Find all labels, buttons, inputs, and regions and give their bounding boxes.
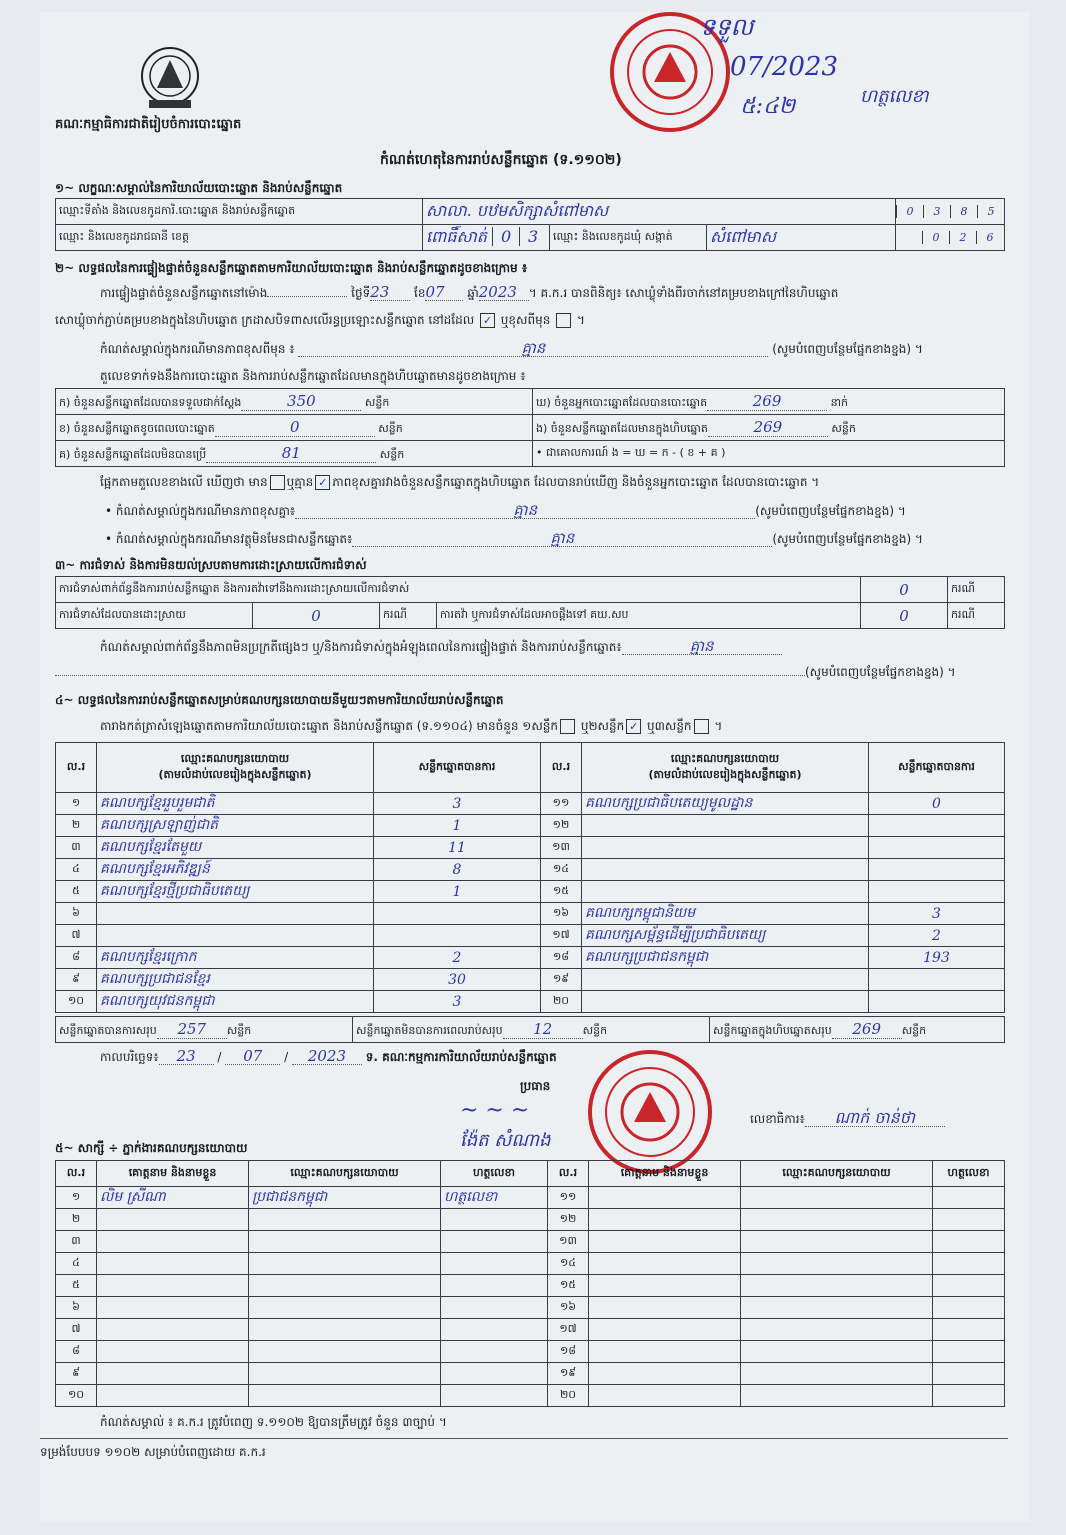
witness-name [97, 1231, 249, 1253]
row-number: ១៩ [541, 969, 582, 991]
table-row [56, 837, 1005, 859]
witness-empty-cell [741, 1231, 933, 1253]
bottom-rule [40, 1438, 1008, 1439]
station-label: ឈ្មោះទីតាំង និងលេខកូដការិ.បោះឆ្នោត និងរាប់សន្លឹកឆ្នោត [56, 199, 423, 225]
form-page [40, 12, 1030, 1522]
row-number: ៨ [56, 947, 97, 969]
witness-party [249, 1253, 441, 1275]
table-row [56, 815, 1005, 837]
witness-empty-cell [589, 1363, 741, 1385]
table-row [56, 1341, 1005, 1363]
party-name: គណបក្សខ្មែរតែមួយ [97, 837, 374, 859]
row-number: ៧ [56, 925, 97, 947]
difference-note2: • កំណត់សម្គាល់ក្នុងករណីមានភាពខុសគ្នា៖ គ្មាន (សូមបំពេញបន្ថែមផ្នែកខាងខ្នង) ។ [105, 501, 906, 519]
witness-party [249, 1385, 441, 1407]
objections-table: ការជំទាស់ពាក់ព័ន្ធនឹងការរាប់សន្លឹកឆ្នោត និងការតវ៉ាទៅនឹងការដោះស្រាយលើការជំទាស់ 0 ករណី ការជំទាស់ដែលបានដោះស្រាយ 0 ករណី ការតវ៉ា ឬការជំទាស់ដែលអាចផ្ដឹងទៅ គឃ.សប 0 ករណី [55, 576, 1005, 629]
party-name: គណបក្សប្រជាធិបតេយ្យមូលដ្ឋាន [582, 793, 869, 815]
witness-party [249, 1363, 441, 1385]
witness-party [249, 1231, 441, 1253]
table-row [56, 1275, 1005, 1297]
witness-empty-cell [741, 1341, 933, 1363]
row-number: ១៦ [541, 903, 582, 925]
witness-no: ២០ [548, 1385, 589, 1407]
witness-empty-cell [933, 1187, 1005, 1209]
witness-party [249, 1209, 441, 1231]
checkbox-has-diff[interactable] [270, 475, 285, 490]
chair-name: ង៉ែត សំណាង [460, 1130, 551, 1151]
difference-note: កំណត់សម្គាល់ក្នុងករណីមានភាពខុសពីមុន ៖ គ្មាន (សូមបំពេញបន្ថែមផ្នែកខាងខ្នង) ។ [100, 339, 923, 357]
party-name: គណបក្សយុវជនកម្ពុជា [97, 991, 374, 1013]
table-row [56, 1209, 1005, 1231]
witness-no: ១៣ [548, 1231, 589, 1253]
witness-name [97, 1253, 249, 1275]
table-row [56, 859, 1005, 881]
witness-empty-cell [589, 1209, 741, 1231]
chair-signature: ~ ~ ~ [460, 1098, 530, 1123]
witness-sign [441, 1385, 548, 1407]
received-time: ៥:៤២ [740, 94, 796, 119]
witness-no: ៨ [56, 1341, 97, 1363]
witness-empty-cell [933, 1385, 1005, 1407]
appeal-label: ការតវ៉ា ឬការជំទាស់ដែលអាចផ្ដឹងទៅ គឃ.សប [437, 603, 861, 629]
witness-table: ល.រ គោត្តនាម និងនាមខ្លួន ឈ្មោះគណបក្សនយោបាយ ហត្ថលេខា ល.រ គោត្តនាម និងនាមខ្លួន ឈ្មោះគណបក្សនយោបាយ ហត្ថលេខា ១ លិម ស្រីណា ប្រជាជនកម្ពុជា ហត្ថលេខា ១១ ២ ១២ ៣ ១៣ ៤ ១៤ ៥ ១៥ ៦ ១៦ ៧ ១៧ ៨ ១៨ ៩ ១៩ ១០ ២០ [55, 1160, 1005, 1407]
party-results-table: ល.រ ឈ្មោះគណបក្សនយោបាយ (តាមលំដាប់លេខរៀងក្នុងសន្លឹកឆ្នោត) សន្លឹកឆ្នោតបានការ ល.រ ឈ្មោះគណបក្សនយោបាយ (តាមលំដាប់លេខរៀងក្នុងសន្លឹកឆ្នោត) សន្លឹកឆ្នោតបានការ ១ គណបក្សខ្មែររួបរួមជាតិ 3 ១១ គណបក្សប្រជាធិបតេយ្យមូលដ្ឋាន 0 ២ គណបក្សស្រឡាញ់ជាតិ 1 ១២ ៣ គណបក្សខ្មែរតែមួយ 11 ១៣ ៤ គណបក្សខ្មែរអភិវឌ្ឍន៍ 8 ១៤ ៥ គណបក្សខ្មែរថ្មីប្រជាធិបតេយ្យ 1 ១៥ ៦ ១៦ គណបក្សកម្ពុជានិយម 3 ៧ ១៧ គណបក្សសម្ព័ន្ធដើម្បីប្រជាធិបតេយ្យ 2 ៨ គណបក្សខ្មែរក្រោក 2 ១៨ គណបក្សប្រជាជនកម្ពុជា 193 ៩ គណបក្សប្រជាជនខ្មែរ 30 ១៩ ១០ គណបក្សយុវជនកម្ពុជា 3 ២០ [55, 742, 1005, 1013]
party-name [97, 925, 374, 947]
witness-sign: ហត្ថលេខា [441, 1187, 548, 1209]
official-stamp-committee [588, 1050, 712, 1174]
province-label: ឈ្មោះ និងលេខកូដរាជធានី ខេត្ត [56, 225, 423, 251]
witness-name [97, 1209, 249, 1231]
station-code: 0 3 8 5 [896, 199, 1005, 225]
witness-empty-cell [933, 1231, 1005, 1253]
witness-empty-cell [933, 1319, 1005, 1341]
witness-empty-cell [589, 1253, 741, 1275]
org-name: គណៈកម្មាធិការជាតិរៀបចំការបោះឆ្នោត [55, 117, 242, 132]
party-votes: 3 [869, 903, 1005, 925]
party-votes: 193 [869, 947, 1005, 969]
row-number: ១១ [541, 793, 582, 815]
section5-title: ៥~ សាក្សី ÷ ភ្នាក់ងារគណបក្សនយោបាយ [55, 1141, 248, 1155]
party-votes: 3 [374, 793, 541, 815]
party-name: គណបក្សប្រជាជនកម្ពុជា [582, 947, 869, 969]
witness-empty-cell [741, 1363, 933, 1385]
objection-count: 0 [861, 577, 948, 603]
received-note: ទទួល [700, 13, 754, 41]
party-name: គណបក្សប្រជាជនខ្មែរ [97, 969, 374, 991]
party-votes: 30 [374, 969, 541, 991]
footnote: កំណត់សម្គាល់ ៖ គ.ក.រ ត្រូវបំពេញ ទ.១១០២ ឱ្យបានត្រឹមត្រូវ ចំនួន ៣ច្បាប់ ។ [100, 1415, 447, 1429]
total-valid: សន្លឹកឆ្នោតបានការសរុប 257 សន្លឹក [56, 1017, 353, 1043]
witness-party: ប្រជាជនកម្ពុជា [249, 1187, 441, 1209]
witness-sign [441, 1319, 548, 1341]
party-votes [374, 903, 541, 925]
commune-name: សំពៅមាស [707, 225, 896, 251]
witness-no: ២ [56, 1209, 97, 1231]
party-name: គណបក្សខ្មែរអភិវឌ្ឍន៍ [97, 859, 374, 881]
party-votes [869, 881, 1005, 903]
table-row [56, 1253, 1005, 1275]
witness-no: ១៧ [548, 1319, 589, 1341]
row-number: ៤ [56, 859, 97, 881]
section1-table [55, 198, 1005, 251]
verification-line2: សោឃ្លុំចាក់ភ្ជាប់គម្របខាងក្នុងនៃហិបឆ្នោត ក្រដាសបិទពាសលើរន្ធប្រឡោះសន្លឹកឆ្នោត នៅដដែល ✓ ឬខុសពីមុន ។ [55, 313, 585, 327]
objection-unit: ករណី [948, 577, 1005, 603]
row-number: ២០ [541, 991, 582, 1013]
party-name: គណបក្សខ្មែរក្រោក [97, 947, 374, 969]
witness-name [97, 1363, 249, 1385]
counts-table [55, 388, 1005, 467]
witness-no: ១២ [548, 1209, 589, 1231]
party-name: គណបក្សសម្ព័ន្ធដើម្បីប្រជាធិបតេយ្យ [582, 925, 869, 947]
witness-empty-cell [933, 1253, 1005, 1275]
table-row [56, 1231, 1005, 1253]
table-row [56, 793, 1005, 815]
received-date: 07/2023 [730, 52, 839, 82]
witness-empty-cell [741, 1385, 933, 1407]
bottom-note: ទម្រង់បែបបទ ១១០២ សម្រាប់បំពេញដោយ គ.ក.រ [40, 1445, 266, 1459]
witness-sign [441, 1209, 548, 1231]
party-votes: 2 [869, 925, 1005, 947]
count-c: គ) ចំនួនសន្លឹកឆ្នោតដែលមិនបានប្រើ 81 សន្លឹក [56, 441, 533, 467]
party-name: គណបក្សកម្ពុជានិយម [582, 903, 869, 925]
party-votes: 11 [374, 837, 541, 859]
witness-empty-cell [741, 1319, 933, 1341]
witness-empty-cell [589, 1275, 741, 1297]
witness-no: ១៨ [548, 1341, 589, 1363]
party-votes: 8 [374, 859, 541, 881]
section3-title: ៣~ ការជំទាស់ និងការមិនយល់ស្របតាមការដោះស្រាយលើការជំទាស់ [55, 558, 367, 572]
witness-party [249, 1319, 441, 1341]
witness-party [249, 1297, 441, 1319]
witness-empty-cell [741, 1253, 933, 1275]
secretary: លេខាធិការ៖ ណាក់ ចាន់ថា [750, 1110, 945, 1127]
total-in-box: សន្លឹកឆ្នោតក្នុងហិបឆ្នោតសរុប 269 សន្លឹក [710, 1017, 1005, 1043]
witness-sign [441, 1341, 548, 1363]
witness-sign [441, 1275, 548, 1297]
witness-no: ១ [56, 1187, 97, 1209]
party-votes [869, 859, 1005, 881]
witness-no: ៤ [56, 1253, 97, 1275]
row-number: ២ [56, 815, 97, 837]
row-number: ៩ [56, 969, 97, 991]
table-row [56, 1385, 1005, 1407]
witness-no: ៥ [56, 1275, 97, 1297]
party-name: គណបក្សខ្មែររួបរួមជាតិ [97, 793, 374, 815]
witness-empty-cell [933, 1297, 1005, 1319]
total-invalid: សន្លឹកឆ្នោតមិនបានការពេលរាប់សរុប 12 សន្លឹក [353, 1017, 710, 1043]
party-name [582, 859, 869, 881]
witness-no: ៣ [56, 1231, 97, 1253]
non-ballot-note: • កំណត់សម្គាល់ក្នុងករណីមានវត្ថុមិនមែនជាសន្លឹកឆ្នោត៖ គ្មាន (សូមបំពេញបន្ថែមផ្នែកខាងខ្នង) ។ [105, 529, 923, 547]
checkbox-one-sheet[interactable] [560, 719, 575, 734]
witness-name [97, 1275, 249, 1297]
witness-sign [441, 1231, 548, 1253]
party-name [582, 881, 869, 903]
witness-name [97, 1385, 249, 1407]
witness-no: ១១ [548, 1187, 589, 1209]
witness-sign [441, 1363, 548, 1385]
difference-line: ផ្អែកតាមតួលេខខាងលើ ឃើញថា មាន ឬគ្មាន ✓ ភាពខុសគ្នារវាងចំនួនសន្លឹកឆ្នោតក្នុងហិបឆ្នោត ដែលបានរាប់ឃើញ និងចំនួនអ្នកបោះឆ្នោត ដែលបានបោះឆ្នោត ។ [100, 475, 820, 489]
witness-empty-cell [589, 1319, 741, 1341]
checkbox-two-sheets[interactable]: ✓ [626, 719, 641, 734]
chair-label: ប្រធាន [520, 1079, 551, 1093]
witness-empty-cell [589, 1187, 741, 1209]
checkbox-same[interactable]: ✓ [480, 313, 495, 328]
checkbox-different[interactable] [556, 313, 571, 328]
received-signature: ហត្ថលេខា [860, 86, 929, 107]
row-number: ១៣ [541, 837, 582, 859]
verification-line1: ការផ្ទៀងផ្ទាត់ចំនួនសន្លឹកឆ្នោតនៅម៉ោង ថ្ងៃទី23 ខែ07 ឆ្នាំ2023 ។ គ.ក.រ បានពិនិត្យ៖ សោឃ្លុំទាំងពីរចាក់នៅគម្របខាងក្រៅនៃហិបឆ្នោត [100, 283, 839, 301]
objection-row1: ការជំទាស់ពាក់ព័ន្ធនឹងការរាប់សន្លឹកឆ្នោត និងការតវ៉ាទៅនឹងការដោះស្រាយលើការជំទាស់ [56, 577, 861, 603]
party-name [582, 969, 869, 991]
party-votes: 0 [869, 793, 1005, 815]
witness-empty-cell [741, 1275, 933, 1297]
count-e: ង) ចំនួនសន្លឹកឆ្នោតដែលមានក្នុងហិបឆ្នោត 269 សន្លឹក [533, 415, 1005, 441]
witness-empty-cell [589, 1385, 741, 1407]
table-row [56, 1363, 1005, 1385]
witness-no: ១៩ [548, 1363, 589, 1385]
resolved-count: 0 [253, 603, 380, 629]
table-row [56, 1319, 1005, 1341]
table-row [56, 1187, 1005, 1209]
party-name: គណបក្សខ្មែរថ្មីប្រជាធិបតេយ្យ [97, 881, 374, 903]
witness-empty-cell [589, 1341, 741, 1363]
emblem-logo [135, 42, 205, 114]
witness-no: ៧ [56, 1319, 97, 1341]
party-votes [869, 837, 1005, 859]
count-b: ខ) ចំនួនសន្លឹកឆ្នោតខូចពេលបោះឆ្នោត 0 សន្លឹក [56, 415, 533, 441]
section1-title: ១~ លក្ខណៈសម្គាល់នៃការិយាល័យបោះឆ្នោត និងរាប់សន្លឹកឆ្នោត [55, 181, 343, 195]
row-number: ១៤ [541, 859, 582, 881]
party-votes: 3 [374, 991, 541, 1013]
witness-empty-cell [741, 1297, 933, 1319]
party-votes: 2 [374, 947, 541, 969]
row-number: ១៧ [541, 925, 582, 947]
resolved-label: ការជំទាស់ដែលបានដោះស្រាយ [56, 603, 253, 629]
party-votes [869, 991, 1005, 1013]
witness-no: ១៤ [548, 1253, 589, 1275]
table-row [56, 947, 1005, 969]
row-number: ៣ [56, 837, 97, 859]
witness-name [97, 1319, 249, 1341]
province-name: ពោធិ៍សាត់ 0 3 [423, 225, 550, 251]
form-title: កំណត់ហេតុនៃការរាប់សន្លឹកឆ្នោត (ទ.១១០២) [380, 152, 622, 168]
witness-empty-cell [741, 1209, 933, 1231]
row-number: ១ [56, 793, 97, 815]
row-number: ១៥ [541, 881, 582, 903]
section2-title: ២~ លទ្ធផលនៃការផ្ទៀងផ្ទាត់ចំនួនសន្លឹកឆ្នោតតាមការិយាល័យបោះឆ្នោត និងរាប់សន្លឹកឆ្នោតដូចខាងក្រោម ៖ [55, 261, 528, 275]
witness-name: លិម ស្រីណា [97, 1187, 249, 1209]
row-number: ១០ [56, 991, 97, 1013]
party-votes [374, 925, 541, 947]
party-votes: 1 [374, 815, 541, 837]
witness-no: ៩ [56, 1363, 97, 1385]
witness-empty-cell [933, 1209, 1005, 1231]
party-name [97, 903, 374, 925]
station-name: សាលា. បឋមសិក្សាសំពៅមាស [423, 199, 896, 225]
party-name [582, 815, 869, 837]
table-row [56, 881, 1005, 903]
commune-label: ឈ្មោះ និងលេខកូដឃុំ សង្កាត់ [550, 225, 707, 251]
table-row [56, 925, 1005, 947]
party-votes [869, 815, 1005, 837]
table-row [56, 903, 1005, 925]
witness-empty-cell [933, 1275, 1005, 1297]
witness-empty-cell [933, 1341, 1005, 1363]
party-votes: 1 [374, 881, 541, 903]
row-number: ១៨ [541, 947, 582, 969]
witness-empty-cell [589, 1297, 741, 1319]
checkbox-no-diff[interactable]: ✓ [315, 475, 330, 490]
witness-sign [441, 1253, 548, 1275]
witness-name [97, 1297, 249, 1319]
table-row [56, 1297, 1005, 1319]
counts-intro: តួលេខទាក់ទងនឹងការបោះឆ្នោត និងការរាប់សន្លឹកឆ្នោតដែលមានក្នុងហិបឆ្នោតមានដូចខាងក្រោម ៖ [100, 369, 526, 383]
party-votes [869, 969, 1005, 991]
count-formula: • ជាគោលការណ៍ ង = ឃ = ក - ( ខ + គ ) [533, 441, 1005, 467]
witness-no: ១០ [56, 1385, 97, 1407]
witness-sign [441, 1297, 548, 1319]
witness-no: ១៦ [548, 1297, 589, 1319]
appeal-count: 0 [861, 603, 948, 629]
count-d: ឃ) ចំនួនអ្នកបោះឆ្នោតដែលបានបោះឆ្នោត 269 នាក់ [533, 389, 1005, 415]
witness-empty-cell [589, 1231, 741, 1253]
commune-code: 0 2 6 [896, 225, 1005, 251]
table-row [56, 991, 1005, 1013]
party-name [582, 991, 869, 1013]
witness-no: ៦ [56, 1297, 97, 1319]
irregularity-hint: (សូមបំពេញបន្ថែមផ្នែកខាងខ្នង) ។ [55, 664, 956, 680]
table-row [56, 969, 1005, 991]
witness-name [97, 1341, 249, 1363]
checkbox-three-sheets[interactable] [694, 719, 709, 734]
irregularity-note: កំណត់សម្គាល់ពាក់ព័ន្ធនឹងភាពមិនប្រក្រតីផ្សេងៗ ឬ/និងការជំទាស់ក្នុងអំឡុងពេលនៃការផ្ទៀងផ្ទាត់ និងការរាប់សន្លឹកឆ្នោត៖ គ្មាន [100, 638, 782, 655]
witness-empty-cell [933, 1363, 1005, 1385]
witness-no: ១៥ [548, 1275, 589, 1297]
signing-date: កាលបរិច្ឆេទ៖ 23 / 07 / 2023 ទ. គណៈកម្មការការិយាល័យរាប់សន្លឹកឆ្នោត [100, 1047, 557, 1065]
witness-party [249, 1275, 441, 1297]
tally-sheet-count: តារាងកត់ត្រាសំឡេងឆ្នោតតាមការិយាល័យបោះឆ្នោត និងរាប់សន្លឹកឆ្នោត (ទ.១១០៤) មានចំនួន ១សន្លឹក ឬ២សន្លឹក ✓ ឬ៣សន្លឹក ។ [100, 719, 723, 733]
row-number: ១២ [541, 815, 582, 837]
witness-party [249, 1341, 441, 1363]
row-number: ៥ [56, 881, 97, 903]
witness-empty-cell [741, 1187, 933, 1209]
row-number: ៦ [56, 903, 97, 925]
count-a: ក) ចំនួនសន្លឹកឆ្នោតដែលបានទទួលជាក់ស្ដែង 350 សន្លឹក [56, 389, 533, 415]
section4-title: ៤~ លទ្ធផលនៃការរាប់សន្លឹកឆ្នោតសម្រាប់គណបក្សនយោបាយនីមួយៗតាមការិយាល័យរាប់សន្លឹកឆ្នោត [55, 693, 504, 707]
party-name: គណបក្សស្រឡាញ់ជាតិ [97, 815, 374, 837]
party-name [582, 837, 869, 859]
totals-table [55, 1016, 1005, 1043]
